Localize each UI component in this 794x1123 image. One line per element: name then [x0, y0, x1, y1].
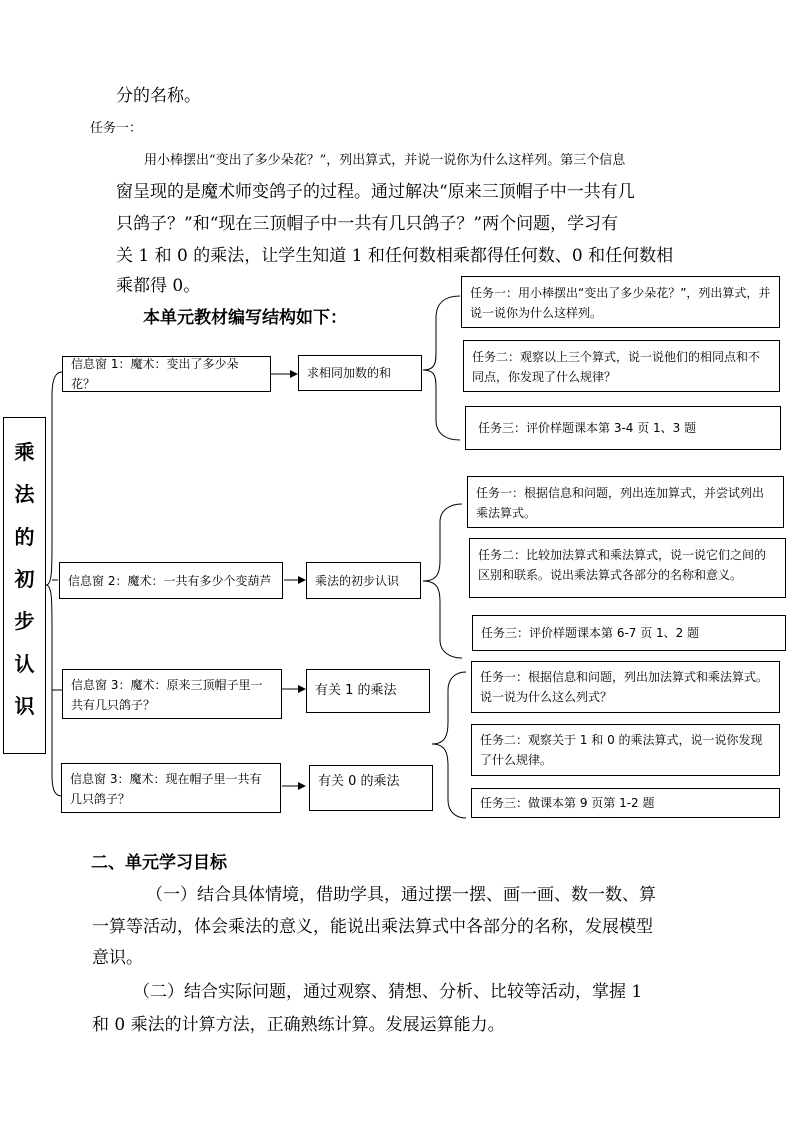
- task-box-text: 任务三：做课本第 9 页第 1-2 题: [480, 796, 655, 810]
- task-box-text: 任务二：观察以上三个算式，说一说他们的相同点和不同点，你发现了什么规律？: [472, 350, 761, 384]
- intro-line: 关 1 和 0 的乘法，让学生知道 1 和任何数相乘都得任何数、0 和任何数相: [116, 246, 674, 266]
- root-box: [3, 417, 46, 754]
- task-box-text: 任务三：评价样题课本第 6-7 页 1、2 题: [481, 626, 700, 640]
- info-box-2: [59, 562, 283, 599]
- intro-line: 窗呈现的是魔术师变鸽子的过程。通过解决“原来三顶帽子中一共有几: [116, 182, 635, 202]
- task-box-text: 任务三：评价样题课本第 3-4 页 1、3 题: [478, 421, 697, 435]
- info-box-text: 信息窗 2：魔术：一共有多少个变葫芦: [68, 573, 272, 588]
- root-char: 认: [14, 651, 35, 676]
- topic-box-3: [306, 669, 430, 713]
- info-box-text: 信息窗 3：魔术：现在帽子里一共有几只鸽子？: [70, 772, 262, 806]
- task-box: [465, 406, 781, 450]
- task1-label: 任务一：: [90, 121, 143, 136]
- topic-box-text: 乘法的初步认识: [315, 573, 400, 588]
- task-box: [461, 276, 780, 328]
- info-box-text: 信息窗 1：魔术：变出了多少朵花？: [71, 357, 239, 391]
- intro-line: 乘都得 0。: [116, 276, 201, 296]
- topic-box-text: 求相同加数的和: [307, 366, 392, 380]
- goal-line: 一算等活动，体会乘法的意义，能说出乘法算式中各部分的名称，发展模型: [92, 917, 653, 937]
- task-box-text: 任务二：观察关于 1 和 0 的乘法算式，说一说你发现了什么规律。: [480, 733, 763, 767]
- root-char: 乘: [14, 440, 35, 464]
- intro-line: 分的名称。: [116, 86, 201, 106]
- task-box-text: 任务一：根据信息和问题，列出加法算式和乘法算式。说一说为什么这么列式？: [480, 670, 769, 704]
- task-box: [471, 661, 780, 713]
- info-box-3: [62, 669, 282, 719]
- task-box-text: 任务一：用小棒摆出“变出了多少朵花？”，列出算式，并说一说你为什么这样列。: [470, 286, 771, 320]
- task-box: [471, 788, 780, 818]
- root-bracket-upper: [46, 372, 62, 585]
- root-char: 步: [14, 609, 35, 634]
- goal-line: 意识。: [92, 948, 143, 968]
- root-char: 识: [14, 693, 35, 718]
- task-box: [469, 538, 786, 598]
- info-box-text: 信息窗 3：魔术：原来三顶帽子里一共有几只鸽子？: [71, 678, 263, 712]
- task1-text-rest: “变出了多少朵花？”，列出算式，并说一说你为什么这样列。第三个信息: [209, 153, 626, 168]
- task-box: [471, 724, 780, 776]
- topic-box-1: [298, 355, 422, 391]
- task-box-text: 任务一：根据信息和问题，列出连加算式，并尝试列出乘法算式。: [476, 486, 765, 520]
- info-box-4: [61, 763, 281, 813]
- task-box-text: 任务二：比较加法算式和乘法算式，说一说它们之间的区别和联系。说出乘法算式各部分的名称和意义。: [478, 548, 767, 582]
- root-char: 初: [14, 566, 35, 591]
- section-heading: 二、单元学习目标: [91, 853, 227, 873]
- structure-title: 本单元教材编写结构如下：: [143, 308, 347, 328]
- topic-box-text: 有关 0 的乘法: [318, 774, 400, 789]
- info-box-1: [62, 356, 271, 392]
- task-box: [463, 340, 780, 392]
- task-box: [467, 476, 784, 528]
- topic-box-text: 有关 1 的乘法: [315, 683, 397, 698]
- task-box: [472, 615, 786, 651]
- root-char: 的: [14, 524, 35, 549]
- topic-box-2: [306, 562, 421, 599]
- task1-text-start: 用小棒摆出: [144, 153, 210, 168]
- intro-line: 只鸽子？”和“现在三顶帽子中一共有几只鸽子？”两个问题，学习有: [116, 214, 619, 234]
- goal-line: （一）结合具体情境，借助学具，通过摆一摆、画一画、数一数、算: [146, 885, 656, 905]
- topic-box-4: [309, 765, 433, 811]
- goal-line: 和 0 乘法的计算方法，正确熟练计算。发展运算能力。: [92, 1015, 505, 1035]
- goal-line: （二）结合实际问题，通过观察、猜想、分析、比较等活动，掌握 1: [133, 982, 643, 1002]
- root-char: 法: [14, 482, 35, 507]
